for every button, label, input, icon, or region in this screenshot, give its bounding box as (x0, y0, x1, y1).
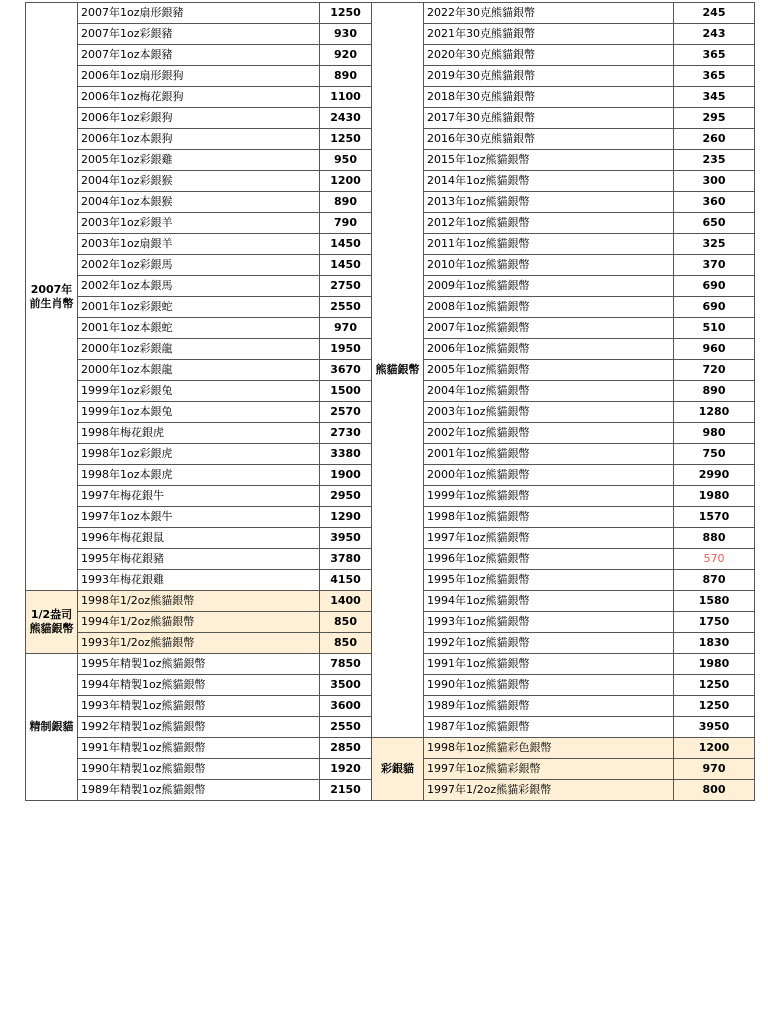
right-coin-name: 2000年1oz熊貓銀幣 (424, 465, 674, 486)
left-coin-price: 1450 (320, 255, 372, 276)
right-coin-price: 690 (674, 276, 755, 297)
right-coin-name: 2021年30克熊貓銀幣 (424, 24, 674, 45)
right-coin-price: 260 (674, 129, 755, 150)
left-coin-price: 850 (320, 633, 372, 654)
left-coin-name: 2007年1oz本銀豬 (78, 45, 320, 66)
right-coin-price: 345 (674, 87, 755, 108)
right-coin-name: 1997年1oz熊貓彩銀幣 (424, 759, 674, 780)
right-coin-name: 1992年1oz熊貓銀幣 (424, 633, 674, 654)
left-coin-price: 1500 (320, 381, 372, 402)
right-coin-price: 370 (674, 255, 755, 276)
left-coin-price: 1250 (320, 129, 372, 150)
left-coin-price: 2150 (320, 780, 372, 801)
left-coin-price: 4150 (320, 570, 372, 591)
left-coin-price: 1450 (320, 234, 372, 255)
left-coin-name: 2004年1oz本銀猴 (78, 192, 320, 213)
price-table (25, 2, 755, 801)
price-table-body (26, 3, 755, 801)
left-coin-name: 1995年精製1oz熊貓銀幣 (78, 654, 320, 675)
right-coin-name: 1996年1oz熊貓銀幣 (424, 549, 674, 570)
left-coin-price: 1200 (320, 171, 372, 192)
right-coin-name: 2014年1oz熊貓銀幣 (424, 171, 674, 192)
right-coin-price: 325 (674, 234, 755, 255)
right-coin-price: 2990 (674, 465, 755, 486)
left-coin-price: 1920 (320, 759, 372, 780)
right-coin-name: 1989年1oz熊貓銀幣 (424, 696, 674, 717)
right-coin-price: 720 (674, 360, 755, 381)
left-coin-price: 2550 (320, 717, 372, 738)
left-coin-price: 1100 (320, 87, 372, 108)
right-coin-price: 800 (674, 780, 755, 801)
right-coin-price: 1250 (674, 696, 755, 717)
left-coin-name: 2001年1oz本銀蛇 (78, 318, 320, 339)
right-coin-price: 365 (674, 66, 755, 87)
left-coin-name: 2001年1oz彩銀蛇 (78, 297, 320, 318)
table-row (26, 3, 755, 24)
right-coin-price: 360 (674, 192, 755, 213)
right-coin-name: 2010年1oz熊貓銀幣 (424, 255, 674, 276)
right-coin-name: 2015年1oz熊貓銀幣 (424, 150, 674, 171)
left-coin-name: 1999年1oz本銀兔 (78, 402, 320, 423)
right-coin-name: 1987年1oz熊貓銀幣 (424, 717, 674, 738)
right-coin-name: 2008年1oz熊貓銀幣 (424, 297, 674, 318)
table-row (26, 738, 755, 759)
right-coin-price: 1750 (674, 612, 755, 633)
left-coin-name: 1992年精製1oz熊貓銀幣 (78, 717, 320, 738)
right-coin-price: 235 (674, 150, 755, 171)
left-coin-name: 1998年1/2oz熊貓銀幣 (78, 591, 320, 612)
category-text-line: 精制銀貓 (29, 720, 74, 733)
right-coin-name: 1993年1oz熊貓銀幣 (424, 612, 674, 633)
left-coin-name: 1997年梅花銀牛 (78, 486, 320, 507)
right-coin-price: 300 (674, 171, 755, 192)
right-coin-name: 1997年1/2oz熊貓彩銀幣 (424, 780, 674, 801)
category-text-line: 2007年 (30, 282, 73, 296)
left-coin-name: 2007年1oz彩銀豬 (78, 24, 320, 45)
left-coin-price: 2730 (320, 423, 372, 444)
left-coin-name: 2006年1oz扇形銀狗 (78, 66, 320, 87)
left-coin-name: 1993年精製1oz熊貓銀幣 (78, 696, 320, 717)
right-coin-price: 980 (674, 423, 755, 444)
left-coin-name: 2000年1oz本銀龍 (78, 360, 320, 381)
left-coin-price: 3670 (320, 360, 372, 381)
left-coin-name: 2003年1oz彩銀羊 (78, 213, 320, 234)
left-coin-price: 3500 (320, 675, 372, 696)
left-coin-name: 2000年1oz彩銀龍 (78, 339, 320, 360)
left-coin-name: 1998年梅花銀虎 (78, 423, 320, 444)
right-coin-price: 690 (674, 297, 755, 318)
left-coin-name: 1991年精製1oz熊貓銀幣 (78, 738, 320, 759)
left-coin-name: 1993年梅花銀雞 (78, 570, 320, 591)
right-coin-price: 243 (674, 24, 755, 45)
right-coin-price: 1980 (674, 654, 755, 675)
right-coin-name: 2017年30克熊貓銀幣 (424, 108, 674, 129)
left-coin-name: 1994年精製1oz熊貓銀幣 (78, 675, 320, 696)
right-coin-price: 1280 (674, 402, 755, 423)
right-coin-name: 1997年1oz熊貓銀幣 (424, 528, 674, 549)
right-coin-name: 2011年1oz熊貓銀幣 (424, 234, 674, 255)
right-coin-name: 2005年1oz熊貓銀幣 (424, 360, 674, 381)
right-coin-name: 2002年1oz熊貓銀幣 (424, 423, 674, 444)
left-coin-price: 3600 (320, 696, 372, 717)
right-coin-name: 2006年1oz熊貓銀幣 (424, 339, 674, 360)
right-coin-name: 2013年1oz熊貓銀幣 (424, 192, 674, 213)
category-text-line: 1/2盎司 (30, 608, 73, 621)
right-coin-name: 1990年1oz熊貓銀幣 (424, 675, 674, 696)
left-coin-price: 950 (320, 150, 372, 171)
left-coin-name: 2005年1oz彩銀雞 (78, 150, 320, 171)
left-coin-name: 1989年精製1oz熊貓銀幣 (78, 780, 320, 801)
left-coin-price: 2950 (320, 486, 372, 507)
right-coin-price: 970 (674, 759, 755, 780)
left-coin-name: 2002年1oz本銀馬 (78, 276, 320, 297)
category-text-line: 前生肖幣 (29, 296, 74, 310)
left-coin-name: 1995年梅花銀豬 (78, 549, 320, 570)
right-coin-name: 2020年30克熊貓銀幣 (424, 45, 674, 66)
right-coin-price: 245 (674, 3, 755, 24)
category-text-line: 彩銀貓 (381, 762, 414, 775)
left-coin-price: 1950 (320, 339, 372, 360)
left-coin-price: 3780 (320, 549, 372, 570)
left-coin-price: 1250 (320, 3, 372, 24)
right-coin-price: 1200 (674, 738, 755, 759)
right-coin-name: 2001年1oz熊貓銀幣 (424, 444, 674, 465)
right-coin-name: 1998年1oz熊貓銀幣 (424, 507, 674, 528)
right-coin-price: 890 (674, 381, 755, 402)
right-coin-name: 2022年30克熊貓銀幣 (424, 3, 674, 24)
category-text-line: 熊貓銀幣 (29, 622, 74, 635)
left-coin-name: 1998年1oz本銀虎 (78, 465, 320, 486)
left-category-label (26, 3, 78, 591)
right-coin-name: 1999年1oz熊貓銀幣 (424, 486, 674, 507)
left-coin-price: 2430 (320, 108, 372, 129)
left-coin-price: 1900 (320, 465, 372, 486)
left-coin-price: 790 (320, 213, 372, 234)
right-coin-name: 2009年1oz熊貓銀幣 (424, 276, 674, 297)
left-coin-name: 1990年精製1oz熊貓銀幣 (78, 759, 320, 780)
right-coin-price: 870 (674, 570, 755, 591)
left-coin-name: 1998年1oz彩銀虎 (78, 444, 320, 465)
left-coin-price: 3950 (320, 528, 372, 549)
left-coin-price: 7850 (320, 654, 372, 675)
right-coin-price: 1980 (674, 486, 755, 507)
right-category-label (372, 738, 424, 801)
right-coin-price: 1250 (674, 675, 755, 696)
left-category-label (26, 591, 78, 654)
right-coin-name: 1991年1oz熊貓銀幣 (424, 654, 674, 675)
right-coin-name: 2007年1oz熊貓銀幣 (424, 318, 674, 339)
left-coin-name: 2004年1oz彩銀猴 (78, 171, 320, 192)
left-category-label (26, 654, 78, 801)
left-coin-price: 920 (320, 45, 372, 66)
right-coin-name: 2012年1oz熊貓銀幣 (424, 213, 674, 234)
right-coin-price: 1570 (674, 507, 755, 528)
left-coin-price: 2570 (320, 402, 372, 423)
left-coin-price: 850 (320, 612, 372, 633)
left-coin-price: 890 (320, 192, 372, 213)
left-coin-name: 1996年梅花銀鼠 (78, 528, 320, 549)
right-coin-price: 750 (674, 444, 755, 465)
right-coin-name: 2018年30克熊貓銀幣 (424, 87, 674, 108)
left-coin-price: 3380 (320, 444, 372, 465)
left-coin-price: 970 (320, 318, 372, 339)
left-coin-name: 2006年1oz本銀狗 (78, 129, 320, 150)
right-coin-name: 2016年30克熊貓銀幣 (424, 129, 674, 150)
left-coin-price: 1400 (320, 591, 372, 612)
right-coin-price: 3950 (674, 717, 755, 738)
right-coin-price: 365 (674, 45, 755, 66)
right-coin-name: 1995年1oz熊貓銀幣 (424, 570, 674, 591)
category-text-line: 熊貓銀幣 (375, 363, 420, 376)
right-coin-price: 510 (674, 318, 755, 339)
left-coin-name: 1997年1oz本銀牛 (78, 507, 320, 528)
right-coin-name: 1998年1oz熊貓彩色銀幣 (424, 738, 674, 759)
left-coin-price: 2850 (320, 738, 372, 759)
left-coin-price: 2750 (320, 276, 372, 297)
right-coin-name: 2004年1oz熊貓銀幣 (424, 381, 674, 402)
left-coin-price: 2550 (320, 297, 372, 318)
left-coin-name: 2006年1oz彩銀狗 (78, 108, 320, 129)
left-coin-price: 930 (320, 24, 372, 45)
left-coin-name: 1994年1/2oz熊貓銀幣 (78, 612, 320, 633)
left-coin-price: 890 (320, 66, 372, 87)
right-category-label (372, 3, 424, 738)
right-coin-name: 2019年30克熊貓銀幣 (424, 66, 674, 87)
right-coin-name: 1994年1oz熊貓銀幣 (424, 591, 674, 612)
left-coin-name: 1993年1/2oz熊貓銀幣 (78, 633, 320, 654)
left-coin-name: 2007年1oz扇形銀豬 (78, 3, 320, 24)
left-coin-name: 2006年1oz梅花銀狗 (78, 87, 320, 108)
left-coin-price: 1290 (320, 507, 372, 528)
right-coin-price: 650 (674, 213, 755, 234)
left-coin-name: 2002年1oz彩銀馬 (78, 255, 320, 276)
left-coin-name: 1999年1oz彩銀兔 (78, 381, 320, 402)
right-coin-price: 1830 (674, 633, 755, 654)
right-coin-price: 570 (674, 549, 755, 570)
right-coin-price: 960 (674, 339, 755, 360)
right-coin-price: 1580 (674, 591, 755, 612)
right-coin-price: 295 (674, 108, 755, 129)
left-coin-name: 2003年1oz扇銀羊 (78, 234, 320, 255)
right-coin-price: 880 (674, 528, 755, 549)
right-coin-name: 2003年1oz熊貓銀幣 (424, 402, 674, 423)
